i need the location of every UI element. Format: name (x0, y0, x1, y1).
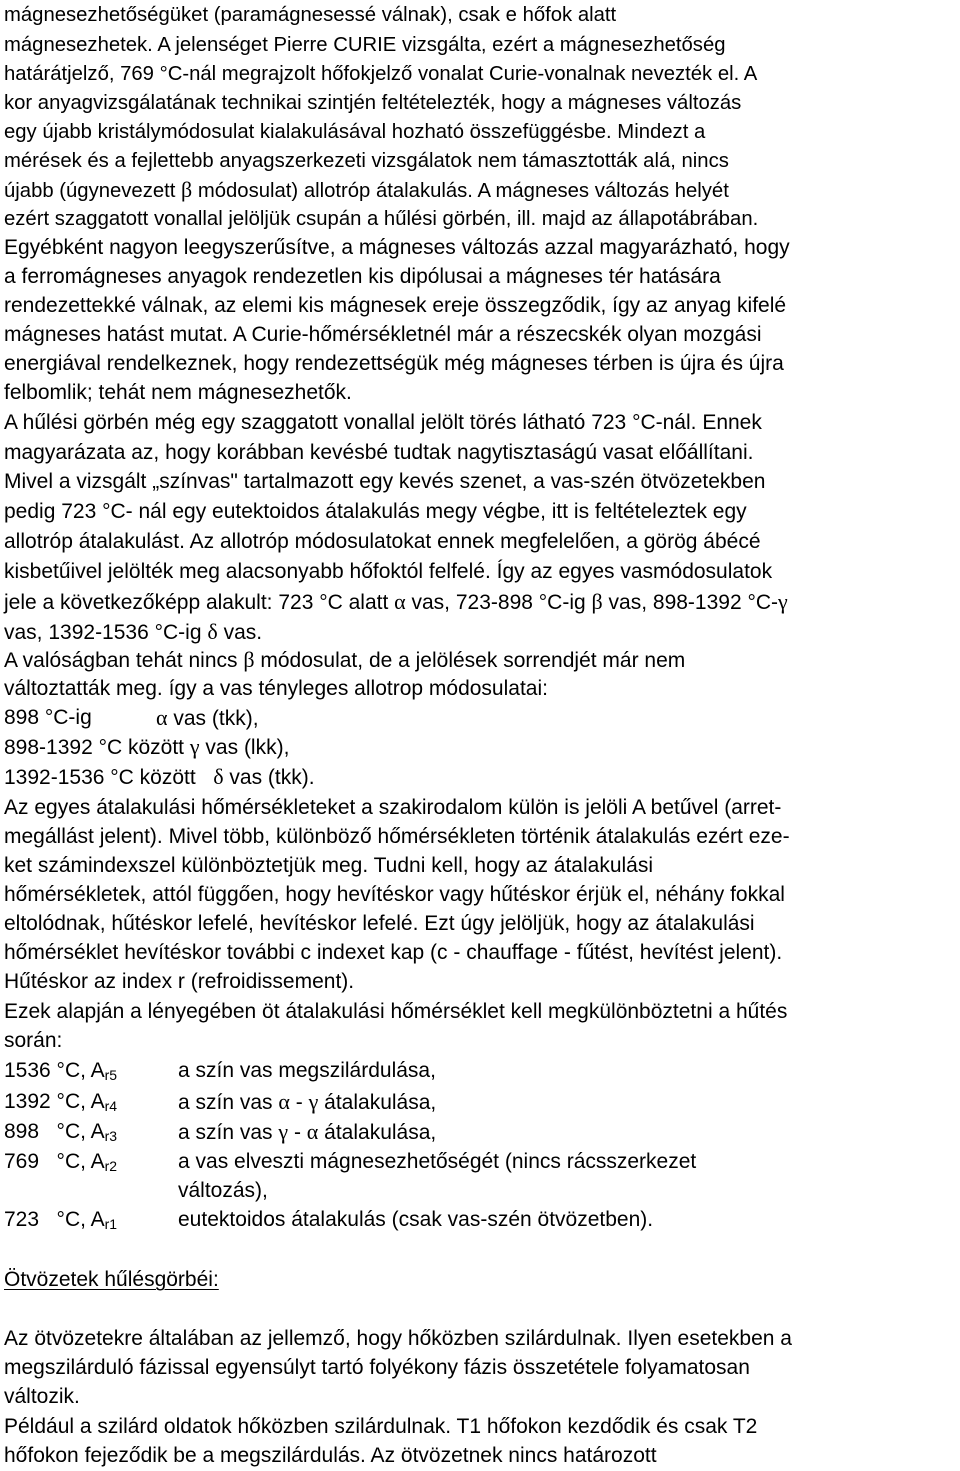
text-line: Az egyes átalakulási hőmérsékleteket a szakirodalom külön is jelöli A betűvel (arret- (4, 796, 782, 819)
text-line (4, 587, 788, 618)
subscript-index: r5 (104, 1067, 118, 1083)
text-span: 898-1392 °C között (4, 736, 185, 759)
text-line: energiával rendelkeznek, hogy rendezettségük még mágneses térben is újra és újra (4, 352, 784, 375)
text-span: vas (tkk), (167, 707, 259, 730)
text-line (4, 617, 262, 648)
transition-temp (4, 1205, 117, 1235)
allotrope-temp: 898 °C-ig (4, 706, 92, 729)
text-line: magyarázata az, hogy korábban kevésbé tudtak nagytisztaságú vasat előállítani. (4, 441, 754, 464)
text-line: hőmérséklet hevítéskor további c indexet kap (c - chauffage - fűtést, hevítést jelent). (4, 941, 783, 964)
allotrope-phase (156, 703, 259, 734)
text-span: - (288, 1121, 307, 1144)
text-span: átalakulása, (318, 1121, 437, 1144)
subscript-index: r1 (104, 1216, 118, 1232)
greek-symbol: α (394, 589, 406, 614)
text-span: vas, 1392-1536 °C-ig (4, 621, 208, 644)
text-line: A hűlési görbén még egy szaggatott vonallal jelölt törés látható 723 °C-nál. Ennek (4, 411, 762, 434)
subscript-index: r4 (104, 1098, 118, 1114)
text-line: pedig 723 °C- nál egy eutektoidos átalakulás megy végbe, itt is feltételeztek egy (4, 500, 747, 523)
greek-symbol: δ (207, 619, 218, 644)
text-span: átalakulása, (318, 1091, 437, 1114)
transition-temp (4, 1147, 117, 1177)
text-span: jele a következőképp alakult: 723 °C alatt (4, 591, 395, 614)
text-span: 1392-1536 °C között (4, 766, 196, 789)
text-line: kor anyagvizsgálatának technikai szintjén feltételezték, hogy a mágneses változás (4, 92, 742, 114)
text-line: eltolódnak, hűtéskor lefelé, hevítéskor lefelé. Ezt úgy jelöljük, hogy az átalakulási (4, 912, 755, 935)
text-span: vas (tkk). (223, 766, 315, 789)
text-span: vas, 723-898 °C-ig (405, 591, 592, 614)
text-line (4, 645, 685, 676)
text-line: hőmérsékletek, attól függően, hogy hevítéskor vagy hűtéskor érjük el, néhány fokkal (4, 883, 785, 906)
allotrope-temp (4, 762, 315, 793)
text-span: 769 °C, A (4, 1150, 105, 1173)
transition-desc: eutektoidos átalakulás (csak vas-szén ötvözetben). (178, 1208, 654, 1231)
text-span: - (289, 1091, 309, 1114)
text-line: a ferromágneses anyagok rendezetlen kis dipólusai a mágneses tér hatására (4, 265, 721, 288)
transition-desc: a szín vas megszilárdulása, (178, 1059, 436, 1082)
text-line: ezért szaggatott vonallal jelöljük csupán a hűlési görbén, ill. majd az állapotábrában. (4, 208, 759, 230)
greek-symbol: γ (778, 589, 788, 614)
transition-temp (4, 1087, 117, 1117)
text-span: 723 °C, A (4, 1208, 105, 1231)
text-span: 1536 °C, A (4, 1059, 105, 1082)
text-line: változtatták meg. így a vas tényleges allotrop módosulatai: (4, 677, 548, 700)
greek-symbol: α (278, 1089, 290, 1114)
text-line: mágneses hatást mutat. A Curie-hőmérsékletnél már a részecskék olyan mozgási (4, 323, 762, 346)
greek-symbol: γ (278, 1119, 289, 1144)
text-line: mágnesezhetőségüket (paramágnesessé válnak), csak e hőfok alatt (4, 4, 617, 26)
text-line: mérések és a fejlettebb anyagszerkezeti vizsgálatok nem támasztották alá, nincs (4, 150, 729, 172)
text-span: újabb (úgynevezett (4, 180, 182, 202)
text-span: 1392 °C, A (4, 1090, 105, 1113)
text-line: hőfokon fejeződik be a megszilárdulás. Az ötvözetnek nincs határozott (4, 1444, 657, 1467)
allotrope-temp (4, 732, 289, 763)
text-span: A valóságban tehát nincs (4, 649, 244, 672)
greek-symbol: γ (308, 1089, 319, 1114)
transition-temp (4, 1056, 117, 1086)
text-line: megállást jelent). Mivel több, különböző hőmérsékleten történik átalakulás ezért eze- (4, 825, 790, 848)
subscript-index: r2 (104, 1158, 118, 1174)
text-span: 898 °C, A (4, 1120, 105, 1143)
text-line (4, 175, 729, 206)
greek-symbol: α (306, 1119, 319, 1144)
transition-desc: a vas elveszti mágnesezhetőségét (nincs rácsszerkezet (178, 1150, 697, 1173)
text-line: felbomlik; tehát nem mágnesezhetők. (4, 381, 352, 404)
text-span: vas. (217, 621, 263, 644)
text-span: a szín vas (178, 1121, 279, 1144)
greek-symbol: β (243, 647, 255, 672)
text-line: ket számindexszel különböztetjük meg. Tudni kell, hogy az átalakulási (4, 854, 654, 877)
transition-desc (178, 1087, 436, 1118)
text-line: Mivel a vizsgált „színvas" tartalmazott egy kevés szenet, a vas-szén ötvözetekben (4, 470, 766, 493)
text-line: Egyébként nagyon leegyszerűsítve, a mágneses változás azzal magyarázható, hogy (4, 236, 790, 259)
text-line: Hűtéskor az index r (refroidissement). (4, 970, 355, 993)
greek-symbol: δ (213, 764, 224, 789)
text-span: módosulat, de a jelölések sorrendjét már nem (254, 649, 686, 672)
text-line: rendezettekké válnak, az elemi kis mágnesek ereje összegződik, így az anyag kifelé (4, 294, 787, 317)
transition-desc (178, 1117, 436, 1148)
text-line: kisbetűivel jelölték meg alacsonyabb hőfoktól felfelé. Így az egyes vasmódosulatok (4, 560, 773, 583)
text-line: allotróp átalakulást. Az allotróp módosulatokat ennek megfelelően, a görög ábécé (4, 530, 761, 553)
text-line: egy újabb kristálymódosulat kialakulásával hozható összefüggésbe. Mindezt a (4, 121, 706, 143)
text-line: során: (4, 1029, 63, 1052)
text-line: mágnesezhetek. A jelenséget Pierre CURIE vizsgálta, ezért a mágnesezhetőség (4, 34, 726, 56)
greek-symbol: β (181, 177, 193, 202)
transition-temp (4, 1117, 117, 1147)
text-line: Az ötvözetekre általában az jellemző, hogy hőközben szilárdulnak. Ilyen esetekben a (4, 1327, 792, 1350)
text-span: módosulat) allotróp átalakulás. A mágneses változás helyét (192, 180, 729, 202)
section-heading: Ötvözetek hűlésgörbéi: (4, 1268, 219, 1291)
greek-symbol: β (591, 589, 603, 614)
greek-symbol: α (156, 705, 168, 730)
text-span: a szín vas (178, 1091, 279, 1114)
subscript-index: r3 (104, 1128, 118, 1144)
text-line: Ezek alapján a lényegében öt átalakulási hőmérséklet kell megkülönböztetni a hűtés (4, 1000, 788, 1023)
text-line: Például a szilárd oldatok hőközben szilárdulnak. T1 hőfokon kezdődik és csak T2 (4, 1415, 758, 1438)
text-line: változik. (4, 1385, 80, 1408)
text-line: megszilárduló fázissal egyensúlyt tartó folyékony fázis összetétele folyamatosan (4, 1356, 750, 1379)
text-span: vas, 898-1392 °C- (602, 591, 779, 614)
text-line: határátjelző, 769 °C-nál megrajzolt hőfokjelző vonalat Curie-vonalnak nevezték el. A (4, 63, 758, 85)
greek-symbol: γ (189, 734, 200, 759)
transition-desc-cont: változás), (178, 1179, 268, 1202)
text-span: vas (lkk), (199, 736, 290, 759)
